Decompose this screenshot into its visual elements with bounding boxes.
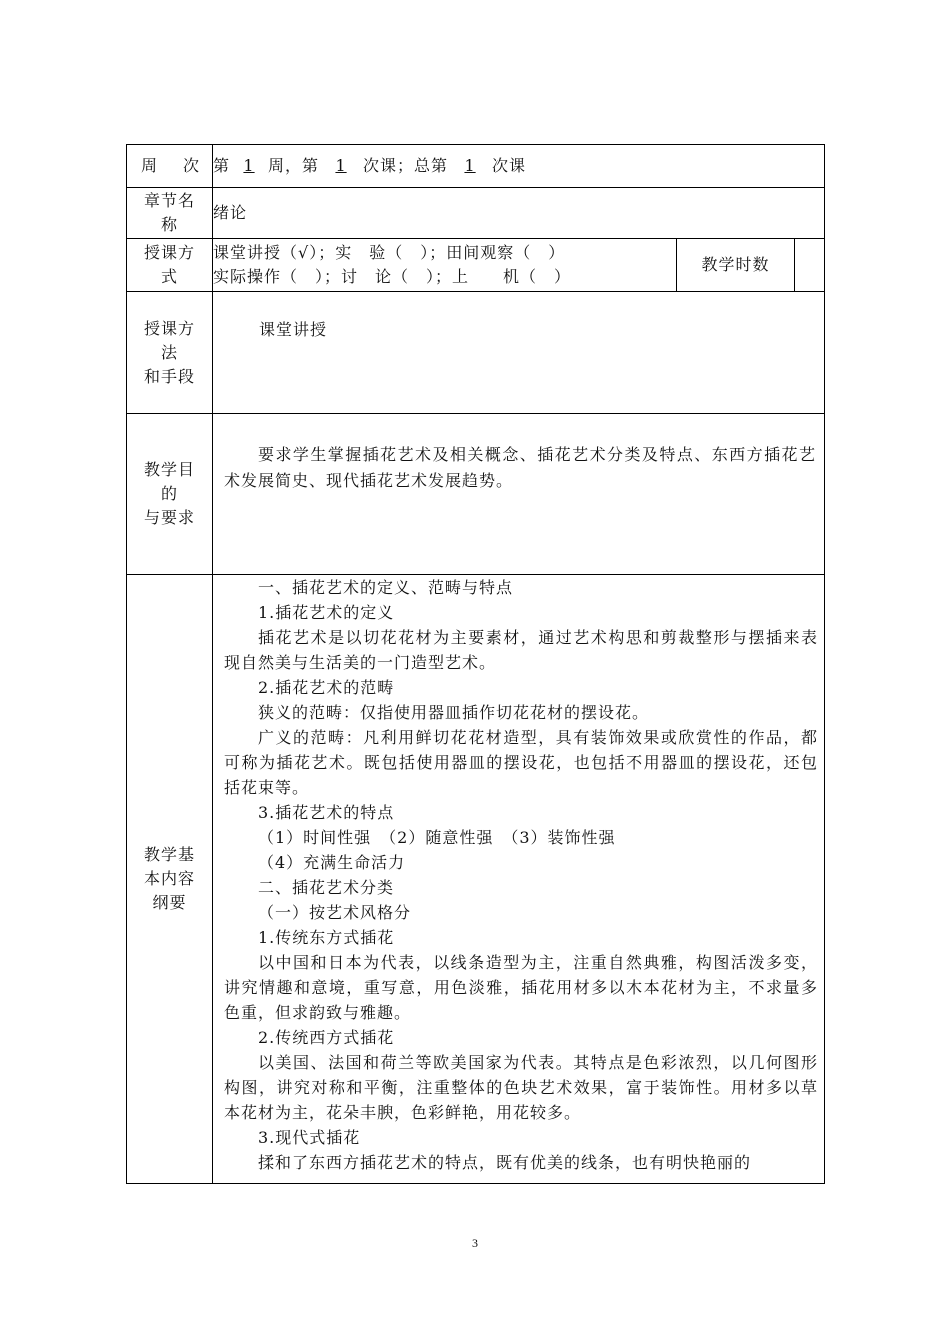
content-paragraph: 2.插花艺术的范畴 <box>258 678 395 697</box>
method-label-line3: 和手段 <box>143 366 195 386</box>
week-label-a: 周 <box>141 156 159 175</box>
mode-options-cell <box>213 239 677 292</box>
content-paragraph: 一、插花艺术的定义、范畴与特点 <box>258 578 514 597</box>
week-number: 1 <box>243 156 255 175</box>
content-paragraph: （1）时间性强 （2）随意性强 （3）装饰性强 <box>258 828 616 847</box>
chapter-label-line2: 称 <box>160 215 178 234</box>
content-paragraph: 狭义的范畴：仅指使用器皿插作切花花材的摆设花。 <box>258 703 650 722</box>
content-paragraph: （一）按艺术风格分 <box>258 903 412 922</box>
chapter-label-line1: 章节名 <box>143 191 195 210</box>
mode-options-line1: 课堂讲授（√）；实 验（ ）；田间观察（ ） <box>213 243 566 262</box>
chapter-value: 绪论 <box>213 188 825 239</box>
goal-label-line1: 教学目 <box>143 460 195 479</box>
week-mid1: 周，第 <box>268 156 320 175</box>
content-paragraph: 1.插花艺术的定义 <box>258 603 395 622</box>
page-number: 3 <box>472 1236 478 1250</box>
content-label-line1: 教学基 <box>143 845 195 864</box>
teaching-hours-label: 教学时数 <box>677 239 795 292</box>
class-number: 1 <box>335 156 347 175</box>
content-paragraph: 2.传统西方式插花 <box>258 1028 395 1047</box>
total-class-number: 1 <box>464 156 476 175</box>
content-paragraph: 1.传统东方式插花 <box>258 928 395 947</box>
mode-label-line1: 授课方 <box>143 243 195 262</box>
row-content <box>127 575 825 1184</box>
content-paragraph: 3.现代式插花 <box>258 1128 361 1147</box>
content-paragraph: 广义的范畴：凡利用鲜切花花材造型，具有装饰效果或欣赏性的作品，都可称为插花艺术。既包括使用器皿的摆设花，也包括不用器皿的摆设花，还包括花束等。 <box>224 728 818 797</box>
goal-label-line2: 的 <box>160 484 178 503</box>
content-paragraph: 插花艺术是以切花花材为主要素材，通过艺术构思和剪裁整形与摆插来表现自然美与生活美的一门造型艺术。 <box>224 628 818 672</box>
teaching-hours-value <box>795 239 825 292</box>
lesson-plan-table <box>126 144 825 1184</box>
goal-label-line3: 与要求 <box>143 508 195 527</box>
row-chapter <box>127 188 825 239</box>
row-method <box>127 292 825 414</box>
content-paragraph: 揉和了东西方插花艺术的特点，既有优美的线条，也有明快艳丽的 <box>258 1153 752 1172</box>
week-label-b: 次 <box>182 156 200 175</box>
content-paragraph: 二、插花艺术分类 <box>258 878 395 897</box>
week-mid2: 次课；总第 <box>363 156 449 175</box>
mode-options-line2: 实际操作（ ）；讨 论（ ）；上 机（ ） <box>213 267 572 286</box>
week-label-cell <box>127 145 213 188</box>
content-label-line3: 纲要 <box>152 893 187 912</box>
mode-label-cell <box>127 239 213 292</box>
week-prefix: 第 <box>213 156 231 175</box>
content-paragraph: 3.插花艺术的特点 <box>258 803 395 822</box>
method-value: 课堂讲授 <box>213 292 825 414</box>
goal-value: 要求学生掌握插花艺术及相关概念、插花艺术分类及特点、东西方插花艺术发展简史、现代插花艺术发展趋势。 <box>213 414 825 575</box>
goal-label-cell <box>127 414 213 575</box>
method-label-line1: 授课方 <box>143 318 195 338</box>
content-paragraph: （4）充满生命活力 <box>258 853 406 872</box>
content-label-cell <box>127 575 213 1184</box>
row-mode <box>127 239 825 292</box>
week-value-cell <box>213 145 825 188</box>
method-label-line2: 法 <box>160 342 178 362</box>
row-week <box>127 145 825 188</box>
content-label-line2: 本内容 <box>143 869 195 888</box>
content-paragraph: 以中国和日本为代表，以线条造型为主，注重自然典雅，构图活泼多变，讲究情趣和意境，重写意，用色淡雅，插花用材多以木本花材为主，不求量多色重，但求韵致与雅趣。 <box>224 953 818 1022</box>
row-goal <box>127 414 825 575</box>
mode-label-line2: 式 <box>160 267 178 286</box>
method-label-cell <box>127 292 213 414</box>
content-paragraph: 以美国、法国和荷兰等欧美国家为代表。其特点是色彩浓烈，以几何图形构图，讲究对称和平衡，注重整体的色块艺术效果，富于装饰性。用材多以草本花材为主，花朵丰腴，色彩鲜艳，用花较多。 <box>224 1053 818 1122</box>
chapter-label-cell <box>127 188 213 239</box>
content-outline <box>213 575 825 1184</box>
week-suffix: 次课 <box>492 156 527 175</box>
